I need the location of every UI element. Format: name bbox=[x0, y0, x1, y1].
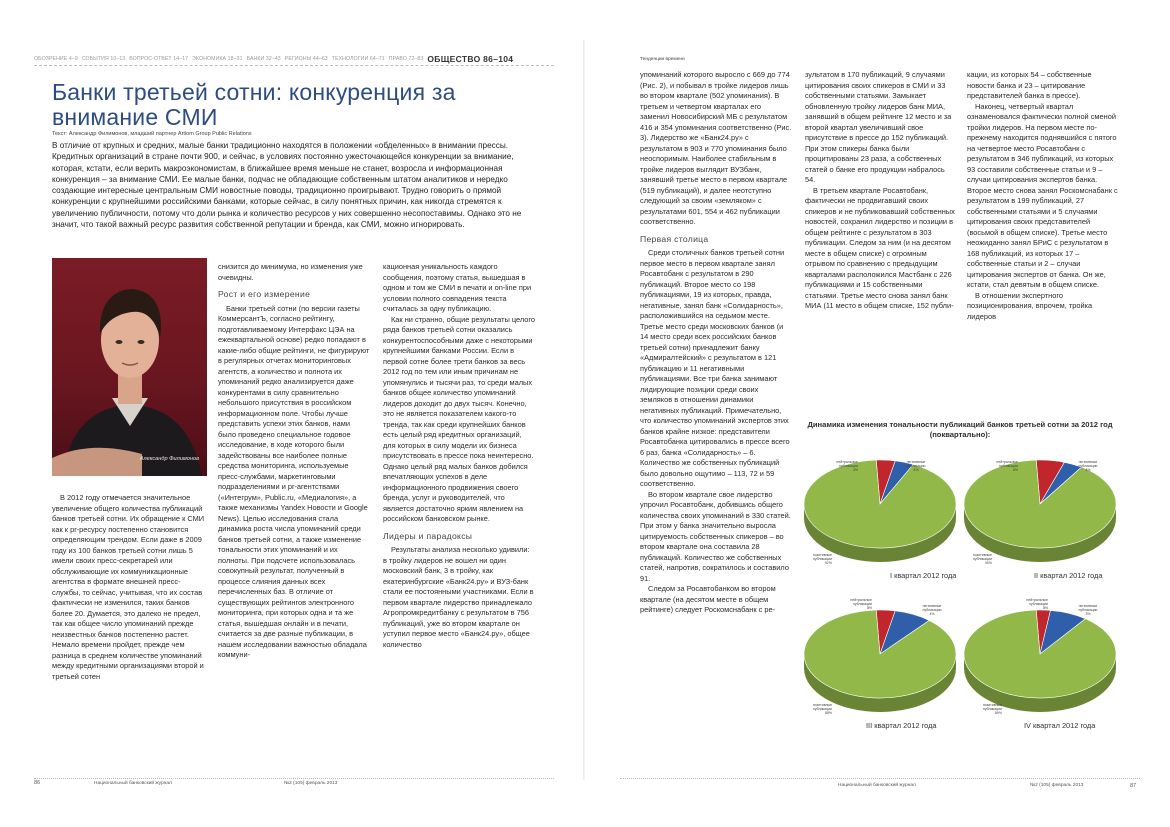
label-positive: позитивные публикации 89% bbox=[982, 703, 1002, 716]
journal-name: Национальный банковский журнал bbox=[838, 783, 916, 788]
journal-name: Национальный банковский журнал bbox=[94, 780, 172, 786]
paragraph: Наконец, четвертый квартал ознаменовался фактически полной сменой тройки лидеров. На первом месте по-прежнему находится поднявшийся с пятого на четвертое место Росавтобанк с результатом в 346 публикаций, из которых 93 составили собственные статьи и 9 – случаи цитирования экспертов банка. Второе место снова занял Роскомснабанк с результатом в 199 публикаций, 27 собственными статьями и 5 случаями цитирования своих представителей (восьмой в общем списке). Третье место неожиданно занял БРиС с результатом в 168 публикаций, из которых 17 – собственные статьи и 2 – случаи цитирования экспертов от банка. Он же, кстати, стал девятым в общем списке. bbox=[967, 101, 1118, 289]
issue-info: №2 (105) февраль 2013 bbox=[1030, 783, 1084, 788]
label-positive: позитивные публикации 90% bbox=[972, 553, 992, 566]
paragraph: В третьем квартале Росавтобанк, фактически не продвигавший своих спикеров и не публиковавший собственных новостей, сохранил лидерство и позиции в общем рейтинге с результатом в 303 публикации. Следом за ним (и на десятом месте в общем списке) с огромным отрывом по сравнению с предыдущим кварталами расположился Мастбанк с 226 публикациями и 15 собственными статьями. Третье место снова занял банк МИА (11 место в общем списке, 152 публи- bbox=[805, 185, 955, 310]
pie-chart-q1 bbox=[800, 440, 960, 600]
chart-label: IV квартал 2012 года bbox=[1024, 721, 1096, 730]
label-negative: негативные публикации 4% bbox=[922, 604, 942, 617]
nav-item[interactable]: ТЕХНОЛОГИИ 64–71 bbox=[331, 56, 385, 62]
photo-caption: Александр Филимонов bbox=[139, 456, 199, 462]
divider bbox=[34, 778, 554, 779]
pie-chart-q2 bbox=[960, 440, 1120, 600]
label-positive: позитивные публикации 88% bbox=[812, 703, 832, 716]
paragraph: Среди столичных банков третьей сотни первое место в первом квартале занял Росавтобанк с результатом в 290 публикаций. Второе место со 198 публикациями, 19 из которых, правда, негативные, занял банк «Солидарность», расположившийся на седьмом месте. Третье место среди московских банков (и 14 место среди всех российских банков третьей сотни) принадлежит банку «Адмиралтейский» с результатом в 121 публикацию и 11 негативными публикациями. Все три банка занимают лидирующие позиции среди своих земляков в отношении динамики негативных публикаций. Примечательно, что количество упоминаний экспертов этих банков крайне низкое: представители Росавтобанка цитировались в прессе всего 6 раз, банка «Солидарность» – 6. Количество же собственных публикаций было довольно ощутимо – 113, 72 и 59 соответственно. bbox=[640, 248, 790, 488]
nav-item[interactable]: СОБЫТИЯ 10–13 bbox=[81, 56, 126, 62]
label-positive: позитивные публикации 92% bbox=[812, 553, 832, 566]
text-column-2 bbox=[218, 262, 370, 661]
nav-item[interactable]: ОБОЗРЕНИЕ 4–9 bbox=[34, 56, 78, 62]
label-neutral: нейтральные публикации 8% bbox=[1026, 598, 1048, 611]
subheading: Первая столица bbox=[640, 233, 709, 244]
nav-item[interactable]: БАНКИ 32–43 bbox=[246, 56, 281, 62]
chart-label: II квартал 2012 года bbox=[1034, 571, 1103, 580]
subheading: Рост и его измерение bbox=[218, 289, 311, 299]
label-neutral: нейтральные публикации 8% bbox=[850, 598, 872, 611]
nav-item-active[interactable]: ОБЩЕСТВО 86–104 bbox=[427, 54, 514, 64]
nav-item[interactable]: ПРАВО 72–83 bbox=[388, 56, 424, 62]
paragraph: В отношении экспертного позиционирования, впрочем, тройка лидеров bbox=[967, 290, 1093, 321]
subheading: Лидеры и парадоксы bbox=[383, 530, 473, 541]
divider bbox=[34, 65, 554, 66]
divider bbox=[620, 778, 1140, 779]
portrait-illustration bbox=[52, 258, 207, 476]
lead-paragraph: В отличие от крупных и средних, малые банки традиционно находятся в положении «обделенных» в внимании прессы. Кредитных организаций в стране почти 900, и сейчас, в условиях постоянно ужесточающейся конкуренции за внимание, которая, кстати, если верить макроэкономистам, в ближайшее время меньше не станет, возросла и информационная конкуренция – за внимание СМИ. Ее малые банки, подчас не обладающие собственным штатом аналитиков и нередко создающие интересные центральным СМИ новостные поводы, традиционно проигрывают. Трудно говорить о прямой конкуренции с крупнейшими российскими банками, которые сейчас, в силу понятных причин, как никогда стремятся к увеличению публичности, потому что доли рынка и количество ресурсов у них совершенно несопоставимы. Однако это не значит, что такой важный ресурс развития собственной репутации и бренда, как СМИ, можно игнорировать. bbox=[52, 141, 522, 230]
paragraph: кационная уникальность каждого сообщения, поэтому статья, вышедшая в одном и том же СМИ в печати и on-line при условии полного совпадения текста считалась за одну публикацию. bbox=[383, 262, 532, 313]
paragraph: Банки третьей сотни (по версии газеты КоммерсантЪ, согласно рейтингу, подготавливаемому Интерфакс ЦЭА на ежеквартальной основе) редко попадают в какие-либо общие рейтинги, не фигурируют в регулярных отчетах мониторинговых агентств, а количество и полнота их упоминаний редко анализируется даже конкурентами в силу сравнительно небольшого присутствия в российском информационном поле. Чтобы лучше представить успехи этих банков, нами было проведено специальное годовое исследование, в ходе которого были задействованы все наиболее полные средства мониторинга, используемые пресс-службами, маркетинговыми подразделениями и pr-агентствами («Интегрум», Public.ru, «Медиалогия», а также механизмы Yandex Новости и Google News). Целью исследования стала динамика роста числа упоминаний среди банков третьей сотни, а также изменение тональности этих упоминаний и их полноты. При подсчете использовалась совокупный результат, полученный в процессе слияния данных всех перечисленных баз. В отличие от существующих рейтингов электронного мониторинга, при которых одна и та же статья, вышедшая онлайн и в печати, считается за две разные публикации, в нашем исследовании важностью обладала коммуни- bbox=[218, 303, 370, 659]
issue-info: №2 (105) февраль 2013 bbox=[284, 780, 338, 786]
author-photo bbox=[52, 258, 207, 476]
paragraph: зультатом в 170 публикаций, 9 случаями цитирования своих спикеров в СМИ и 33 собственными статьями. Замыкает обновленную тройку лидеров банк МИА, занявший в общем рейтинге 12 место и за второй квартал увеличивший свое присутствие в прессе до 152 публикаций. При этом спикеры банка были процитированы 23 раза, а собственных статей о банке его продукции набралось 54. bbox=[805, 70, 952, 184]
text-column-1 bbox=[52, 493, 207, 682]
page-number: 86 bbox=[34, 780, 41, 786]
pie-chart-q3 bbox=[800, 590, 960, 750]
label-neutral: нейтральные публикации 4% bbox=[836, 460, 858, 473]
paragraph: Во втором квартале свое лидерство упрочил Росавтобанк, добившись общего количества своих упоминаний в 330 статей. При этом у банка значительно выросла цитируемость собственных спикеров – во втором квартале она составила 28 публикаций. Количество же собственных статей, напротив, сократилось и составило 91. bbox=[640, 489, 791, 583]
text-column-4 bbox=[640, 70, 792, 616]
text-column-6 bbox=[967, 70, 1119, 322]
chart-title: Динамика изменения тональности публикаций банков третьей сотни за 2012 год (поквартально): bbox=[807, 420, 1113, 439]
text-column-5 bbox=[805, 70, 955, 312]
label-neutral: нейтральные публикации 6% bbox=[996, 460, 1018, 473]
chart-label: I квартал 2012 года bbox=[890, 571, 957, 580]
label-negative: негативные публикации 4% bbox=[906, 460, 926, 473]
paragraph: Следом за Росавтобанком во втором квартале (на десятом месте в общем рейтинге) следует Роскомснабанк с ре- bbox=[640, 584, 776, 614]
paragraph: Как ни странно, общие результаты целого ряда банков третьей сотни оказались конкурентоспособными даже с некоторыми крупнейшими банками России. Если в первой сотне более трети банков за весь 2012 год по тем или иным причинам не упомянулись и тысячи раз, то среди малых банков общее количество упоминаний лидеров доходит до двух тысяч. Конечно, это не является показателем какого-то тренда, так как среди крупнейших банков есть целый ряд кредитных организаций, для которых в силу модели их бизнеса присутствовать в прессе пока неинтересно. Однако целый ряд малых банков добился впечатляющих успехов в деле информационного продвижения своего бренда, услуг и руководителей, что является достаточно ярким явлением на российском банковском рынке. bbox=[383, 314, 536, 523]
pie-chart-q4 bbox=[960, 590, 1120, 750]
paragraph: В 2012 году отмечается значительное увеличение общего количества публикаций банков третьей сотни. Их обращение к СМИ как к pr-ресурсу постепенно становится определяющим трендом. Если даже в 2009 году из 100 банков третьей сотни лишь 5 имели своих пресс-секретарей или обслуживающие их коммуникационные агентства в формате внешней пресс-службы, то сейчас, учитывая, что их состав фактически не изменился, таких банков более 20. Думается, это далеко не предел, так как общее число упоминаний прежде неизвестных банков постепенно растет. Немало времени пройдет, прежде чем разница в среднем количестве упоминаний между кредитными организациями второй и третьей сотен bbox=[52, 493, 205, 681]
paragraph: кации, из которых 54 – собственные новости банка и 23 – цитирование представителей банка в прессе). bbox=[967, 70, 1092, 100]
chart-label: III квартал 2012 года bbox=[866, 721, 937, 730]
paragraph: Результаты анализа несколько удивили: в тройку лидеров не вошел ни один московский банк, 3 в тройку, как екатеринбургские «Банк24.ру» и ВУЗ-банк стали ее постоянными участниками. Если в первом квартале лидерство принадлежало Агропромкредитбанку с результатом в 756 публикаций, уже во втором квартале он уступил первое место «Банк24.ру», общее количество bbox=[383, 545, 534, 649]
section-rubric: Тенденции времени bbox=[640, 57, 685, 62]
byline: Текст: Александр Филимонов, младший партнер Artiom Group Public Relations bbox=[52, 131, 252, 137]
label-negative: негативные публикации 3% bbox=[1078, 604, 1098, 617]
nav-item[interactable]: РЕГИОНЫ 44–63 bbox=[284, 56, 328, 62]
paragraph: снизится до минимума, но изменения уже очевидны. bbox=[218, 262, 363, 282]
article-headline: Банки третьей сотни: конкуренция за внимание СМИ bbox=[52, 79, 456, 130]
nav-item[interactable]: ЭКОНОМИКА 18–31 bbox=[192, 56, 243, 62]
section-nav bbox=[34, 52, 554, 66]
text-column-3 bbox=[383, 262, 535, 650]
nav-item[interactable]: ВОПРОС-ОТВЕТ 14–17 bbox=[129, 56, 189, 62]
paragraph: упоминаний которого выросло с 669 до 774 (Рис. 2), и побывал в тройке лидеров лишь во втором квартале (502 упоминания). В третьем и четвертом кварталах его заменил Новосибирский МБ с результатом 416 и 354 упоминания соответственно (Рис. 3). Лидерство же «Банк24.ру» с результатом в 903 и 770 упоминания было неоспоримым. Наиболее стабильным в тройке лидеров выглядит ВУЗбанк, занявший третье место в первом квартале (519 публикаций), и далее неотступно следующий за своим «земляком» с результатами 601, 554 и 462 публикации соответственно. bbox=[640, 70, 792, 226]
page-number: 87 bbox=[1130, 783, 1137, 789]
label-negative: негативные публикации 4% bbox=[1078, 460, 1098, 473]
